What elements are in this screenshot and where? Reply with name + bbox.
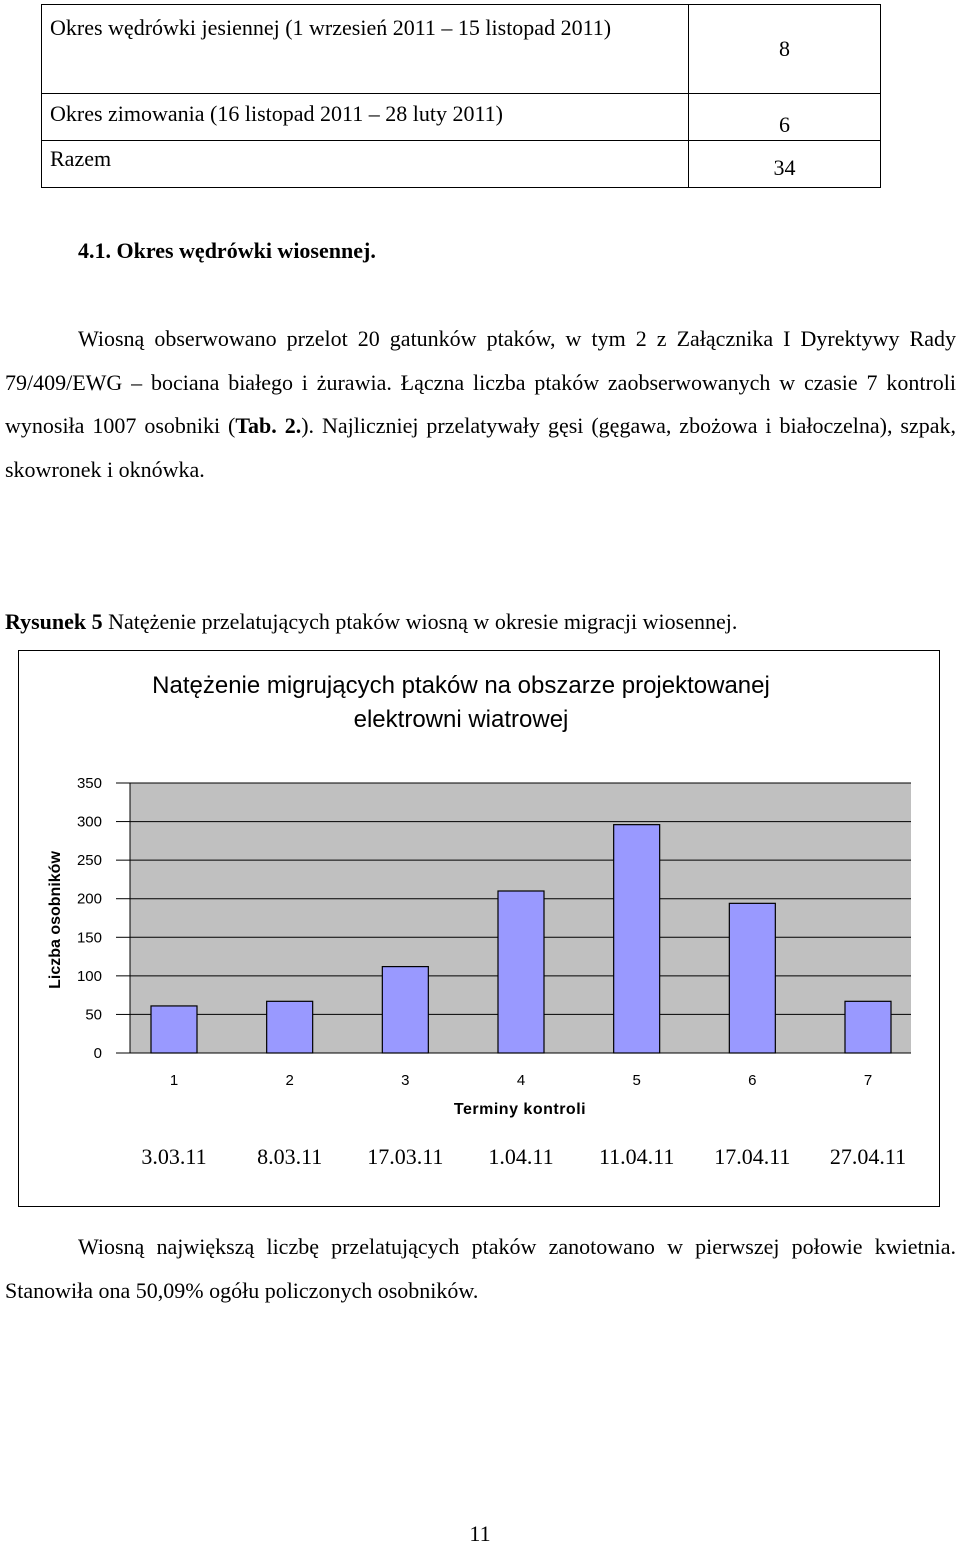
table-cell-label: Okres zimowania (16 listopad 2011 – 28 luty 2011) — [42, 94, 689, 141]
y-tick-label: 300 — [76, 813, 102, 831]
control-date: 11.04.11 — [598, 1144, 675, 1169]
bar — [845, 1001, 891, 1053]
y-tick-label: 50 — [85, 1006, 102, 1024]
bar — [729, 903, 775, 1053]
page-number: 11 — [469, 1521, 491, 1546]
y-axis-label: Liczba osobników — [47, 851, 64, 989]
figure-caption-text: Natężenie przelatujących ptaków wiosną w okresie migracji wiosennej. — [102, 609, 738, 634]
table-reference: Tab. 2. — [235, 413, 302, 438]
control-date: 27.04.11 — [829, 1144, 907, 1169]
x-tick-label: 1 — [169, 1072, 179, 1089]
x-tick-label: 4 — [516, 1072, 526, 1089]
y-tick-label: 0 — [93, 1045, 102, 1062]
bar — [498, 891, 544, 1053]
section-heading: 4.1. Okres wędrówki wiosennej. — [78, 238, 376, 263]
x-axis-label: Terminy kontroli — [453, 1101, 587, 1118]
paragraph-text: Wiosną obserwowano przelot 20 gatunków ptaków, w tym 2 z Załącznika I Dyrektywy Rady 79/409/EWG – bociana białego i żurawia. Łączna liczba ptaków zaobserwowanych w czasie 7 kontroli wynosiła 1007 osobniki ( — [5, 326, 956, 438]
x-tick-label: 3 — [401, 1072, 410, 1089]
control-date: 3.03.11 — [141, 1144, 207, 1169]
bar — [267, 1001, 313, 1053]
y-tick-label: 100 — [76, 967, 102, 985]
table-cell-value: 6 — [689, 94, 881, 141]
x-tick-label: 5 — [632, 1072, 641, 1089]
y-tick-label: 200 — [76, 890, 102, 908]
control-date: 17.04.11 — [714, 1144, 791, 1169]
y-tick-label: 150 — [76, 929, 102, 947]
paragraph-text: Wiosną największą liczbę przelatujących ptaków zanotowano w pierwszej połowie kwietnia. Stanowiła ona 50,09% ogółu policzonych osobników. — [5, 1234, 956, 1303]
y-tick-label: 350 — [76, 775, 102, 792]
paragraph-conclusion — [5, 1225, 956, 1312]
table-cell-label: Razem — [42, 141, 689, 188]
x-tick-label: 6 — [748, 1072, 757, 1089]
chart-title-line: Natężenie migrujących ptaków na obszarze projektowanej — [152, 672, 770, 699]
bar — [382, 967, 428, 1053]
table-cell-label: Okres wędrówki jesiennej (1 wrzesień 2011 – 15 listopad 2011) — [42, 5, 689, 94]
chart-title-line: elektrowni wiatrowej — [353, 706, 569, 733]
bar — [614, 825, 660, 1053]
control-date: 8.03.11 — [257, 1144, 323, 1169]
table-cell-value: 34 — [689, 141, 881, 188]
paragraph-text: ). Najliczniej przelatywały gęsi (gęgawa, zbożowa i białoczelna), szpak, skowronek i oknówka. — [5, 413, 957, 482]
x-tick-label: 2 — [285, 1072, 294, 1089]
x-tick-label: 7 — [863, 1072, 873, 1089]
control-date: 17.03.11 — [367, 1144, 444, 1169]
figure-label: Rysunek 5 — [5, 609, 103, 634]
table-cell-value: 8 — [689, 5, 881, 94]
y-tick-label: 250 — [76, 852, 102, 870]
control-date: 1.04.11 — [488, 1144, 554, 1169]
bar — [151, 1006, 197, 1053]
